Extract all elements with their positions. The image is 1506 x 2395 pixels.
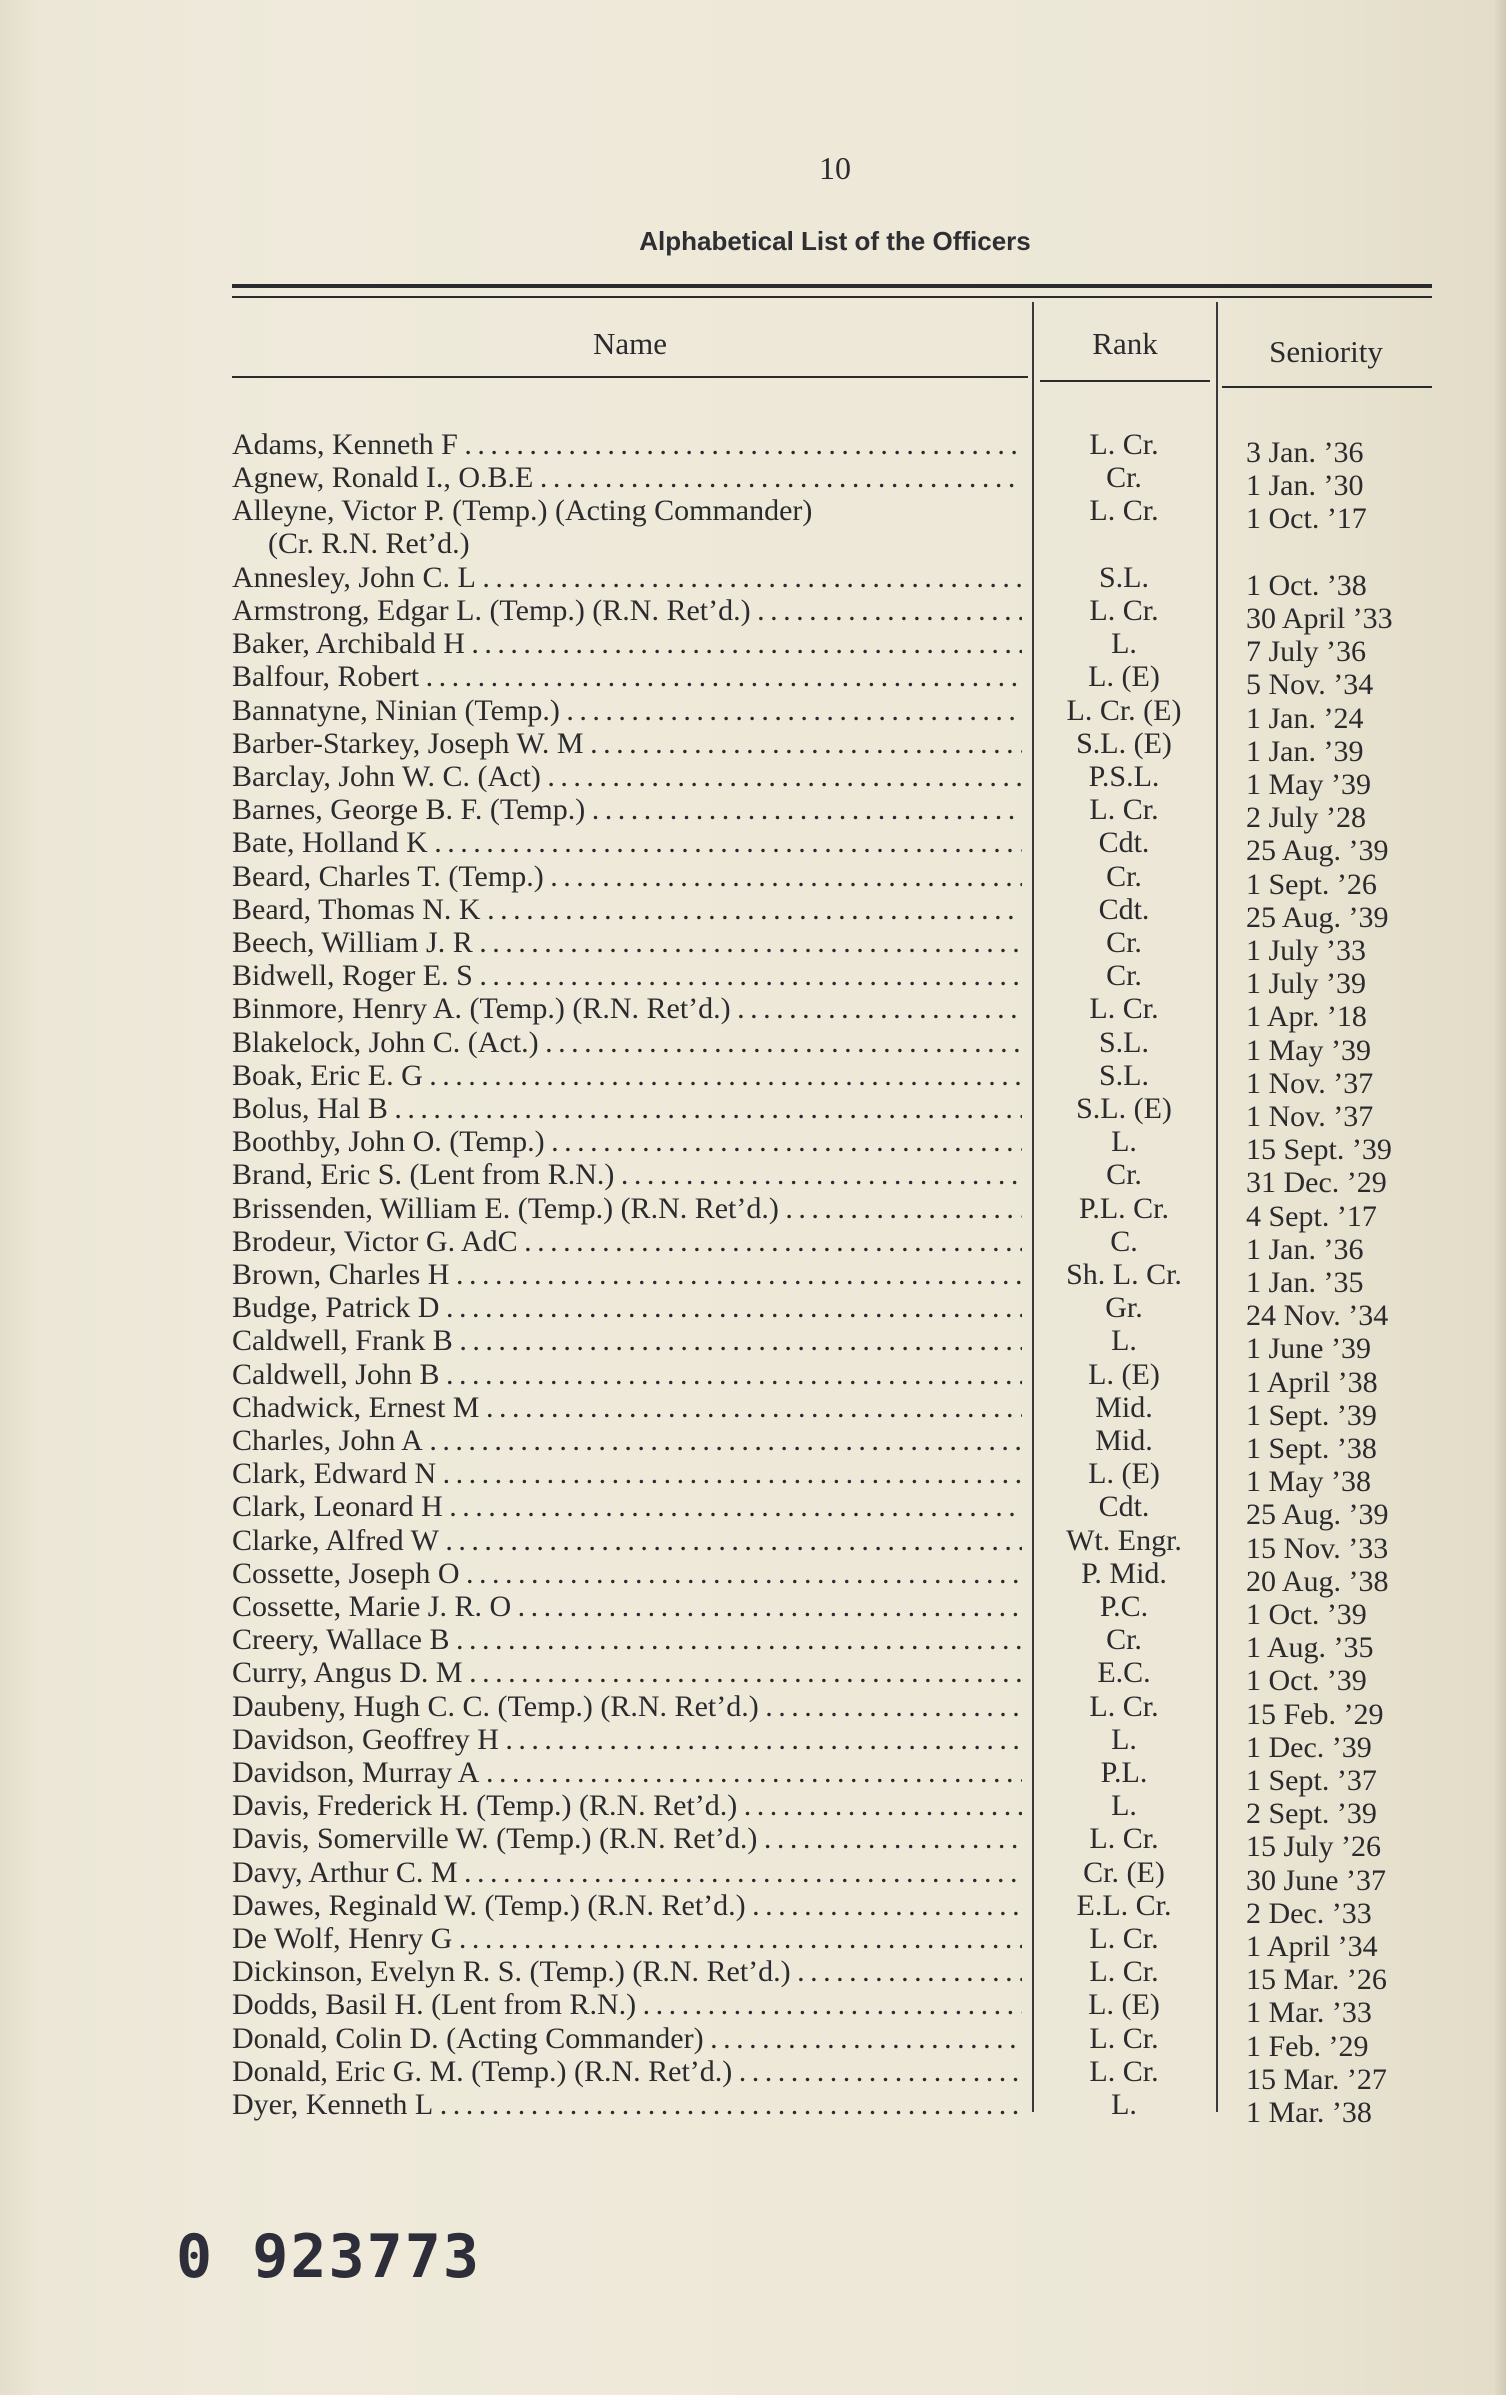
table-row xyxy=(0,893,1506,934)
officer-rank: Cr. xyxy=(1106,959,1142,992)
officer-seniority: 2 July ’28 xyxy=(1246,801,1366,834)
officer-seniority: 1 June ’39 xyxy=(1246,1332,1371,1365)
table-row xyxy=(0,1225,1506,1266)
officer-rank: E.L. Cr. xyxy=(1076,1889,1172,1922)
officer-name: Davis, Somerville W. (Temp.) (R.N. Ret’d.) . . . xyxy=(232,1822,1022,1855)
officer-rank: S.L. xyxy=(1098,1026,1149,1059)
officer-name: Agnew, Ronald I., O.B.E . . . xyxy=(232,461,1022,494)
officer-seniority: 25 Aug. ’39 xyxy=(1246,1498,1389,1531)
table-row xyxy=(0,1092,1506,1133)
officer-seniority: 7 July ’36 xyxy=(1246,635,1366,668)
officer-name: Clark, Edward N . . . xyxy=(232,1457,1022,1490)
officer-rank: Mid. xyxy=(1095,1424,1153,1457)
officer-name: Barclay, John W. C. (Act) . . . xyxy=(232,760,1022,793)
officer-seniority: 1 May ’38 xyxy=(1246,1465,1371,1498)
page-edge-shadow xyxy=(1492,0,1506,2395)
column-header-rank: Rank xyxy=(1092,326,1158,361)
table-row xyxy=(0,1955,1506,1996)
officer-rank: L. xyxy=(1111,1324,1137,1357)
table-row xyxy=(0,1358,1506,1399)
table-row xyxy=(0,1756,1506,1797)
officer-rank: S.L. xyxy=(1098,561,1149,594)
officer-rank: L. (E) xyxy=(1088,1988,1160,2021)
officer-rank: Cdt. xyxy=(1098,1490,1150,1523)
officer-seniority: 1 July ’33 xyxy=(1246,934,1366,967)
officer-name: Boothby, John O. (Temp.) . . . xyxy=(232,1125,1022,1158)
officer-name: Baker, Archibald H . . . xyxy=(232,627,1022,660)
officer-seniority: 15 Feb. ’29 xyxy=(1246,1698,1384,1731)
officer-name: Brown, Charles H . . . xyxy=(232,1258,1022,1291)
officer-seniority: 1 April ’38 xyxy=(1246,1366,1378,1399)
officer-seniority: 1 Oct. ’38 xyxy=(1246,569,1367,602)
table-row xyxy=(0,926,1506,967)
officer-rank: L. Cr. xyxy=(1089,594,1159,627)
officer-seniority: 1 April ’34 xyxy=(1246,1930,1378,1963)
page-number: 10 xyxy=(819,150,851,186)
officer-seniority: 1 Mar. ’38 xyxy=(1246,2096,1372,2129)
officer-rank: L. xyxy=(1111,1125,1137,1158)
officer-name: Beech, William J. R . . . xyxy=(232,926,1022,959)
officer-seniority: 1 Oct. ’39 xyxy=(1246,1664,1367,1697)
officer-rank: L. xyxy=(1111,1789,1137,1822)
officer-name: Davidson, Murray A . . . xyxy=(232,1756,1022,1789)
officer-name: Donald, Colin D. (Acting Commander) . . . xyxy=(232,2022,1022,2055)
officer-rank: Cdt. xyxy=(1098,893,1150,926)
table-row xyxy=(0,594,1506,635)
column-header-seniority: Seniority xyxy=(1269,334,1383,369)
officer-rank: Sh. L. Cr. xyxy=(1066,1258,1182,1291)
officer-rank: P.L. xyxy=(1100,1756,1148,1789)
officer-seniority: 1 Nov. ’37 xyxy=(1246,1100,1374,1133)
officer-name: Bannatyne, Ninian (Temp.) . . . xyxy=(232,694,1022,727)
officer-rank: L. Cr. xyxy=(1089,1955,1159,1988)
officer-name: Barber-Starkey, Joseph W. M . . . xyxy=(232,727,1022,760)
officer-seniority: 30 April ’33 xyxy=(1246,602,1393,635)
officer-name: Barnes, George B. F. (Temp.) . . . xyxy=(232,793,1022,826)
officer-seniority: 3 Jan. ’36 xyxy=(1246,436,1364,469)
officer-rank: S.L. xyxy=(1098,1059,1149,1092)
officer-name: Bate, Holland K . . . xyxy=(232,826,1022,859)
officer-name: Curry, Angus D. M . . . xyxy=(232,1656,1022,1689)
table-row xyxy=(0,1490,1506,1531)
officer-rank: L. xyxy=(1111,1723,1137,1756)
officer-name: Blakelock, John C. (Act.) . . . xyxy=(232,1026,1022,1059)
table-row xyxy=(0,826,1506,867)
officer-seniority: 15 Mar. ’26 xyxy=(1246,1963,1387,1996)
table-row xyxy=(0,1125,1506,1166)
officer-seniority: 1 Mar. ’33 xyxy=(1246,1996,1372,2029)
officer-name: Creery, Wallace B . . . xyxy=(232,1623,1022,1656)
officer-name: Davis, Frederick H. (Temp.) (R.N. Ret’d.) . . . xyxy=(232,1789,1022,1822)
officer-rank: P.L. Cr. xyxy=(1078,1192,1170,1225)
page-title: Alphabetical List of the Officers xyxy=(639,226,1031,256)
officer-name: Chadwick, Ernest M . . . xyxy=(232,1391,1022,1424)
officer-rank: C. xyxy=(1110,1225,1138,1258)
officer-rank: P. Mid. xyxy=(1081,1557,1167,1590)
officer-rank: L. Cr. xyxy=(1089,1822,1159,1855)
table-row xyxy=(0,627,1506,668)
officer-seniority: 15 Mar. ’27 xyxy=(1246,2063,1387,2096)
officer-rank: L. Cr. xyxy=(1089,2022,1159,2055)
officer-seniority: 1 Dec. ’39 xyxy=(1246,1731,1372,1764)
officer-rank: L. (E) xyxy=(1088,1457,1160,1490)
officer-name: Dodds, Basil H. (Lent from R.N.) . . . xyxy=(232,1988,1022,2021)
officer-name: Donald, Eric G. M. (Temp.) (R.N. Ret’d.) . . . xyxy=(232,2055,1022,2088)
officer-seniority: 1 Jan. ’30 xyxy=(1246,469,1364,502)
officer-seniority: 1 Oct. ’39 xyxy=(1246,1598,1367,1631)
officer-name: Clark, Leonard H . . . xyxy=(232,1490,1022,1523)
table-row xyxy=(0,1856,1506,1897)
officer-name: Clarke, Alfred W . . . xyxy=(232,1524,1022,1557)
table-row xyxy=(0,1258,1506,1299)
table-row xyxy=(0,1656,1506,1697)
table-row xyxy=(0,1922,1506,1963)
header-rule-seniority xyxy=(1222,386,1432,388)
officer-seniority: 31 Dec. ’29 xyxy=(1246,1166,1387,1199)
officer-rank: S.L. (E) xyxy=(1076,1092,1172,1125)
table-row xyxy=(0,1822,1506,1863)
officer-name: Daubeny, Hugh C. C. (Temp.) (R.N. Ret’d.) . . . xyxy=(232,1690,1022,1723)
officer-name: Dyer, Kenneth L . . . xyxy=(232,2088,1022,2121)
officer-seniority: 1 Sept. ’26 xyxy=(1246,868,1377,901)
officer-name: Dawes, Reginald W. (Temp.) (R.N. Ret’d.) . . . xyxy=(232,1889,1022,1922)
officer-seniority: 1 Jan. ’36 xyxy=(1246,1233,1364,1266)
officer-seniority: 25 Aug. ’39 xyxy=(1246,901,1389,934)
officer-rank: L. (E) xyxy=(1088,1358,1160,1391)
officer-name: Brissenden, William E. (Temp.) (R.N. Ret’d.) . . . xyxy=(232,1192,1022,1225)
officer-seniority: 1 Sept. ’39 xyxy=(1246,1399,1377,1432)
officer-name: Bidwell, Roger E. S . . . xyxy=(232,959,1022,992)
table-row xyxy=(0,2055,1506,2096)
officer-name: Charles, John A . . . xyxy=(232,1424,1022,1457)
table-row xyxy=(0,1424,1506,1465)
officer-seniority: 4 Sept. ’17 xyxy=(1246,1200,1377,1233)
officer-rank: L. xyxy=(1111,627,1137,660)
officer-seniority: 30 June ’37 xyxy=(1246,1864,1386,1897)
officer-rank: L. Cr. xyxy=(1089,1690,1159,1723)
table-row xyxy=(0,793,1506,834)
officer-seniority: 1 May ’39 xyxy=(1246,1034,1371,1067)
officer-rank: Cr. xyxy=(1106,860,1142,893)
officer-rank: Gr. xyxy=(1105,1291,1143,1324)
officer-seniority: 25 Aug. ’39 xyxy=(1246,834,1389,867)
officer-seniority: 15 Nov. ’33 xyxy=(1246,1532,1389,1565)
officer-seniority: 1 Feb. ’29 xyxy=(1246,2030,1369,2063)
officer-name: Dickinson, Evelyn R. S. (Temp.) (R.N. Ret’d.) . . . xyxy=(232,1955,1022,1988)
officer-seniority: 1 May ’39 xyxy=(1246,768,1371,801)
officer-rank: L. Cr. xyxy=(1089,1922,1159,1955)
table-row xyxy=(0,561,1506,602)
officer-name: Davidson, Geoffrey H . . . xyxy=(232,1723,1022,1756)
officer-seniority: 2 Sept. ’39 xyxy=(1246,1797,1377,1830)
officer-rank: P.S.L. xyxy=(1088,760,1160,793)
officer-seniority: 2 Dec. ’33 xyxy=(1246,1897,1372,1930)
officer-seniority: 20 Aug. ’38 xyxy=(1246,1565,1389,1598)
officer-name-continuation: (Cr. R.N. Ret’d.) xyxy=(268,527,470,560)
table-row xyxy=(0,1026,1506,1067)
table-row xyxy=(0,1789,1506,1830)
table-row xyxy=(0,1059,1506,1100)
officer-name: Balfour, Robert . . . xyxy=(232,660,1022,693)
officer-seniority: 1 Jan. ’35 xyxy=(1246,1266,1364,1299)
officer-rank: L. Cr. xyxy=(1089,793,1159,826)
table-row xyxy=(0,1324,1506,1365)
table-row xyxy=(0,1192,1506,1233)
officer-rank: Cr. xyxy=(1106,1623,1142,1656)
officer-name: Adams, Kenneth F . . . xyxy=(232,428,1022,461)
officer-name: Boak, Eric E. G . . . xyxy=(232,1059,1022,1092)
table-row xyxy=(0,660,1506,701)
officer-rank: L. Cr. (E) xyxy=(1066,694,1182,727)
table-row xyxy=(0,1158,1506,1199)
officer-seniority: 24 Nov. ’34 xyxy=(1246,1299,1389,1332)
table-row xyxy=(0,1623,1506,1664)
officer-name: Bolus, Hal B . . . xyxy=(232,1092,1022,1125)
officer-seniority: 1 Sept. ’37 xyxy=(1246,1764,1377,1797)
officer-rank: P.C. xyxy=(1099,1590,1149,1623)
officer-rank: L. xyxy=(1111,2088,1137,2121)
officer-seniority: 1 Jan. ’24 xyxy=(1246,702,1364,735)
officer-rank: L. Cr. xyxy=(1089,428,1159,461)
table-row xyxy=(0,1889,1506,1930)
officer-rank: L. (E) xyxy=(1088,660,1160,693)
officer-rank: S.L. (E) xyxy=(1076,727,1172,760)
table-row xyxy=(0,1988,1506,2029)
table-row xyxy=(0,1557,1506,1598)
officer-name: De Wolf, Henry G . . . xyxy=(232,1922,1022,1955)
officer-seniority: 1 July ’39 xyxy=(1246,967,1366,1000)
table-row xyxy=(0,694,1506,735)
table-row xyxy=(0,1391,1506,1432)
table-row xyxy=(0,428,1506,469)
officer-name: Caldwell, Frank B . . . xyxy=(232,1324,1022,1357)
officer-name: Alleyne, Victor P. (Temp.) (Acting Commander) xyxy=(232,494,813,527)
header-double-rule-top xyxy=(232,284,1432,288)
table-row xyxy=(0,760,1506,801)
officer-name: Brodeur, Victor G. AdC . . . xyxy=(232,1225,1022,1258)
officer-rank: L. Cr. xyxy=(1089,494,1159,527)
officer-name: Brand, Eric S. (Lent from R.N.) . . . xyxy=(232,1158,1022,1191)
officer-seniority: 1 Sept. ’38 xyxy=(1246,1432,1377,1465)
officer-seniority: 5 Nov. ’34 xyxy=(1246,668,1374,701)
officer-name: Beard, Thomas N. K . . . xyxy=(232,893,1022,926)
header-rule-name xyxy=(232,376,1028,378)
officer-rank: Cr. (E) xyxy=(1083,1856,1165,1889)
officer-seniority: 1 Oct. ’17 xyxy=(1246,502,1367,535)
officer-rank: Cr. xyxy=(1106,461,1142,494)
table-row xyxy=(0,860,1506,901)
table-row xyxy=(0,1524,1506,1565)
table-row xyxy=(0,494,1506,560)
officer-rank: Mid. xyxy=(1095,1391,1153,1424)
table-row xyxy=(0,727,1506,768)
officer-name: Annesley, John C. L . . . xyxy=(232,561,1022,594)
officer-seniority: 1 Nov. ’37 xyxy=(1246,1067,1374,1100)
header-double-rule-bottom xyxy=(232,296,1432,298)
officer-seniority: 1 Jan. ’39 xyxy=(1246,735,1364,768)
officer-name: Caldwell, John B . . . xyxy=(232,1358,1022,1391)
officer-name: Budge, Patrick D . . . xyxy=(232,1291,1022,1324)
officer-name: Cossette, Marie J. R. O . . . xyxy=(232,1590,1022,1623)
officer-rank: L. Cr. xyxy=(1089,2055,1159,2088)
table-row xyxy=(0,2088,1506,2129)
officer-seniority: 15 Sept. ’39 xyxy=(1246,1133,1392,1166)
table-row xyxy=(0,1590,1506,1631)
officer-seniority: 1 Aug. ’35 xyxy=(1246,1631,1374,1664)
table-row xyxy=(0,992,1506,1033)
table-row xyxy=(0,1291,1506,1332)
serial-number-stamp: 0 923773 xyxy=(176,2222,481,2292)
table-row xyxy=(0,1457,1506,1498)
officer-name: Armstrong, Edgar L. (Temp.) (R.N. Ret’d.) . . . xyxy=(232,594,1022,627)
column-header-name: Name xyxy=(592,326,668,361)
table-row xyxy=(0,1690,1506,1731)
table-row xyxy=(0,1723,1506,1764)
officer-rank: Cr. xyxy=(1106,926,1142,959)
officer-rank: E.C. xyxy=(1097,1656,1151,1689)
officer-name: Beard, Charles T. (Temp.) . . . xyxy=(232,860,1022,893)
officer-seniority: 15 July ’26 xyxy=(1246,1830,1381,1863)
table-row xyxy=(0,2022,1506,2063)
header-rule-rank xyxy=(1040,380,1210,382)
officer-rank: L. Cr. xyxy=(1089,992,1159,1025)
officer-rank: Wt. Engr. xyxy=(1066,1524,1182,1557)
officer-name: Cossette, Joseph O . . . xyxy=(232,1557,1022,1590)
table-row xyxy=(0,461,1506,502)
officer-name: Davy, Arthur C. M . . . xyxy=(232,1856,1022,1889)
officer-rank: Cdt. xyxy=(1098,826,1150,859)
officer-rank: Cr. xyxy=(1106,1158,1142,1191)
officer-name: Binmore, Henry A. (Temp.) (R.N. Ret’d.) . . . xyxy=(232,992,1022,1025)
officer-seniority: 1 Apr. ’18 xyxy=(1246,1000,1367,1033)
table-row xyxy=(0,959,1506,1000)
